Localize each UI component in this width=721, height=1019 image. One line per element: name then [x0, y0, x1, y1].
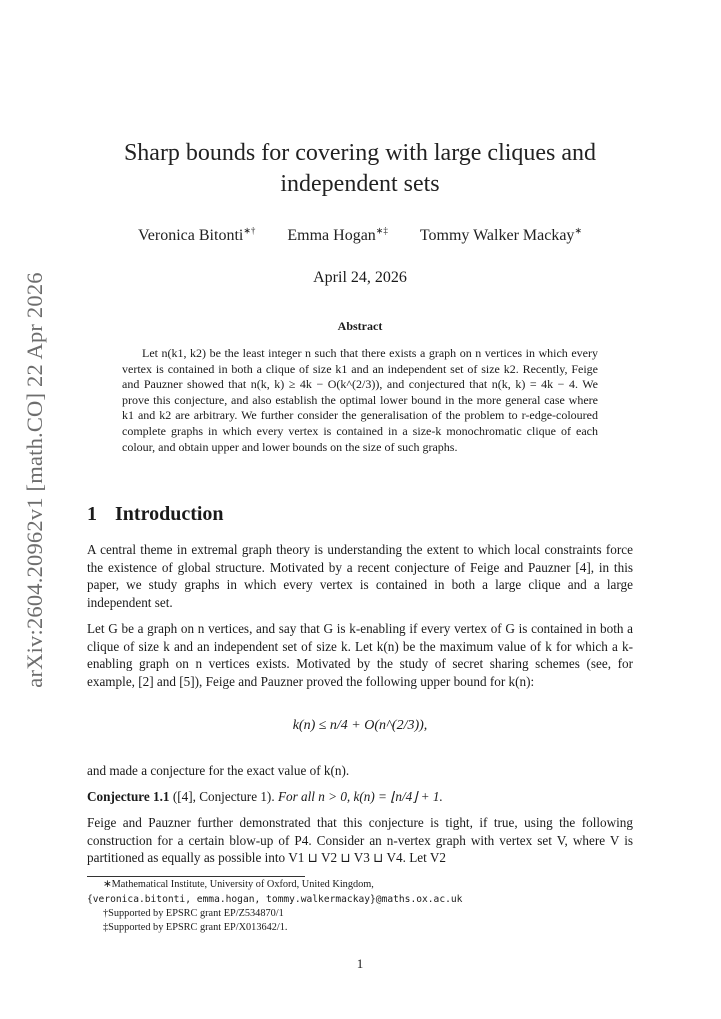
section-number: 1 [87, 503, 97, 525]
footnote-affiliation: ∗Mathematical Institute, University of Oxford, United Kingdom, [103, 879, 374, 890]
section-heading [87, 503, 224, 526]
intro-paragraph-1: A central theme in extremal graph theory is understanding the extent to which local constraints force the existence of global structure. Motivated by a recent conjecture of Feige and Pauzner [4], in this paper, we study graphs in which every vertex is contained in both a large clique and a large independent set. [87, 542, 633, 610]
author-list [90, 226, 630, 245]
title-line-1: Sharp bounds for covering with large cliques and [123, 140, 597, 166]
conjecture-ref: ([4], Conjecture 1). [172, 789, 275, 804]
paper-date: April 24, 2026 [313, 269, 407, 286]
footnote-rule [87, 876, 305, 877]
author-bitonti: Veronica Bitonti∗† [138, 226, 256, 245]
conjecture-statement: For all n > 0, k(n) = ⌊n/4⌋ + 1. [277, 789, 443, 804]
intro-paragraph-3: and made a conjecture for the exact value of k(n). [87, 763, 350, 778]
intro-paragraph-4: Feige and Pauzner further demonstrated that this conjecture is tight, if true, using the following construction for a certain blow-up of P4. Consider an n-vertex graph with vertex set V, where V is partitioned as equally as possible into V1 ⊔ V2 ⊔ V3 ⊔ V4. Let V2 [87, 815, 633, 866]
author-mackay: Tommy Walker Mackay∗ [419, 226, 582, 245]
upper-bound-equation: k(n) ≤ n/4 + O(n^(2/3)), [292, 718, 428, 733]
title-line-2: independent sets [280, 171, 440, 197]
conjecture-label: Conjecture 1.1 [87, 789, 170, 804]
footnote-emails: {veronica.bitonti, emma.hogan, tommy.walkermackay}@maths.ox.ac.uk [87, 894, 463, 905]
arxiv-stamp: arXiv:2604.20962v1 [math.CO] 22 Apr 2026 [22, 272, 47, 688]
author-hogan: Emma Hogan∗‡ [287, 226, 388, 245]
footnote-funding-2: ‡Supported by EPSRC grant EP/X013642/1. [103, 922, 288, 933]
page-number: 1 [356, 956, 364, 971]
conjecture-block [87, 788, 633, 806]
abstract-body: Let n(k1, k2) be the least integer n such that there exists a graph on n vertices in which every vertex is contained in both a clique of size k1 and an independent set of size k2. Recently, Feige and Pauzner showed that n(k, k) ≥ 4k − O(k^(2/3)), and conjectured that n(k, k) = 4k − 4. We prove this conjecture, and also establish the optimal lower bound in the more general case where k1 and k2 are arbitrary. We further consider the generalisation of the problem to r-edge-coloured complete graphs in which every vertex is contained in a size-k monochromatic clique of each colour, and obtain upper and lower bounds on the size of such graphs. [122, 346, 598, 454]
paper-title [90, 138, 630, 200]
intro-paragraph-2: Let G be a graph on n vertices, and say that G is k-enabling if every vertex of G is contained in both a clique of size k and an independent set of size k. Let k(n) be the maximum value of k for which a k-enabling graph on n vertices exists. Motivated by the study of secret sharing schemes (see, for example, [2] and [5]), Feige and Pauzner proved the following upper bound for k(n): [87, 621, 633, 689]
abstract-heading: Abstract [337, 319, 383, 333]
footnote-funding-1: †Supported by EPSRC grant EP/Z534870/1 [103, 908, 284, 919]
section-title: Introduction [115, 503, 224, 525]
